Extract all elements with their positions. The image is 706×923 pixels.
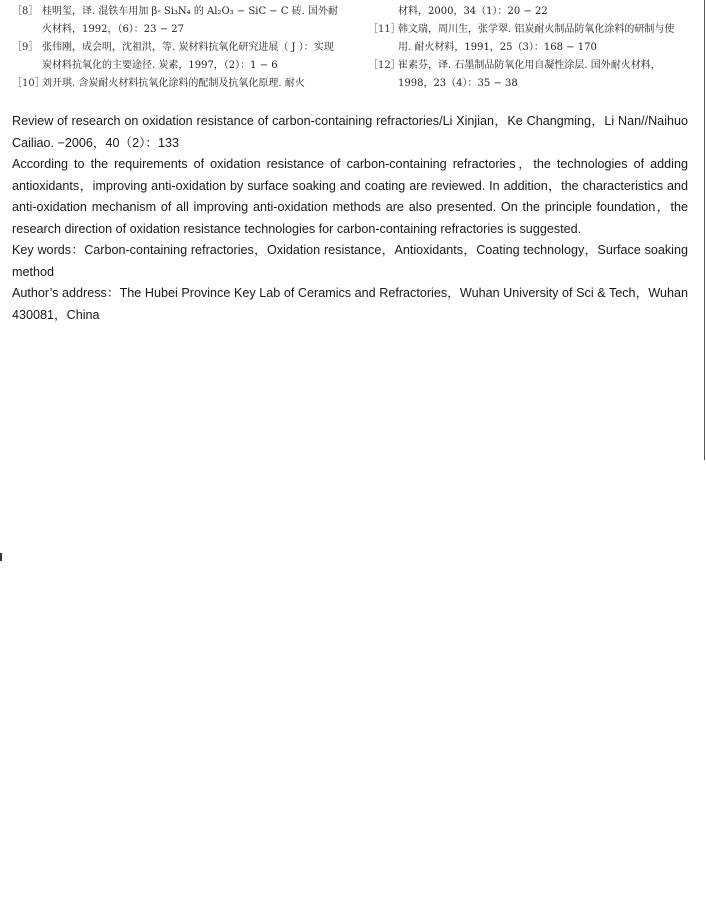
author-address-label: Author’s address：: [12, 286, 120, 300]
reference-item: [12, 39, 357, 75]
reference-text-line: 用. 耐火材料，1991，25（3）：168 − 170: [398, 42, 597, 53]
reference-text-line: 崔素芬，译. 石墨制品防氧化用自凝性涂层. 国外耐火材料，: [398, 60, 661, 71]
reference-number: ［12］: [368, 60, 401, 71]
reference-text-line: 1998，23（4）：35 − 38: [398, 78, 518, 89]
keywords-label: Key words：: [12, 243, 85, 257]
reference-text-line: 火材料，1992，（6）：23 − 27: [42, 24, 184, 35]
reference-item: [368, 3, 698, 21]
reference-item: [368, 21, 698, 57]
reference-number: ［9］: [12, 42, 39, 53]
reference-text-line: 张伟刚，成会明，沈祖洪，等. 炭材料抗氧化研究进展（ J ）：实现: [42, 42, 334, 53]
reference-item: [12, 3, 357, 39]
abstract-body: According to the requirements of oxidation resistance of carbon-containing refractories，the technologies of adding antioxidants，improving anti-oxidation by surface soaking and coating are reviewed. In addition，the characteristics and anti-oxidation mechanism of all improving anti-oxidation methods are also presented. On the principle foundation，the research direction of oxidation resistance technologies for carbon-containing refractories is suggested.: [12, 157, 688, 236]
reference-text-line: 炭材料抗氧化的主要途径. 炭素，1997，（2）：1 − 6: [42, 60, 278, 71]
keywords: [12, 240, 688, 283]
abstract-title: Review of research on oxidation resistance of carbon-containing refractories/Li Xinjian，Ke Changming，Li Nan//Naihuo Cailiao. −2006，40（2）：133: [12, 114, 688, 150]
reference-number: ［8］: [12, 6, 39, 17]
page-edge-mark: [0, 553, 2, 561]
author-address: [12, 283, 688, 326]
reference-number: ［11］: [368, 24, 401, 35]
reference-text-line: 韩文瑞，周川生，张学翠. 铝炭耐火制品防氧化涂料的研制与使: [398, 24, 675, 35]
reference-item: [368, 57, 698, 93]
keywords-text: Carbon-containing refractories，Oxidation resistance，Antioxidants，Coating technology，Surface soaking method: [12, 243, 688, 279]
english-abstract: [12, 111, 688, 326]
reference-text-line: 刘开琪. 含炭耐火材料抗氧化涂料的配制及抗氧化原理. 耐火: [42, 78, 305, 89]
reference-item: [12, 75, 357, 93]
author-address-text: The Hubei Province Key Lab of Ceramics and Refractories，Wuhan University of Sci & Tech，Wuhan 430081，China: [12, 286, 688, 322]
reference-text-line: 桂明玺，译. 混铁车用加 β- Si₃N₄ 的 Al₂O₃ − SiC − C 砖. 国外耐: [42, 6, 339, 17]
reference-number: ［10］: [12, 78, 45, 89]
reference-text-line: 材料，2000，34（1）：20 − 22: [398, 6, 548, 17]
page-edge-rule: [704, 0, 705, 460]
